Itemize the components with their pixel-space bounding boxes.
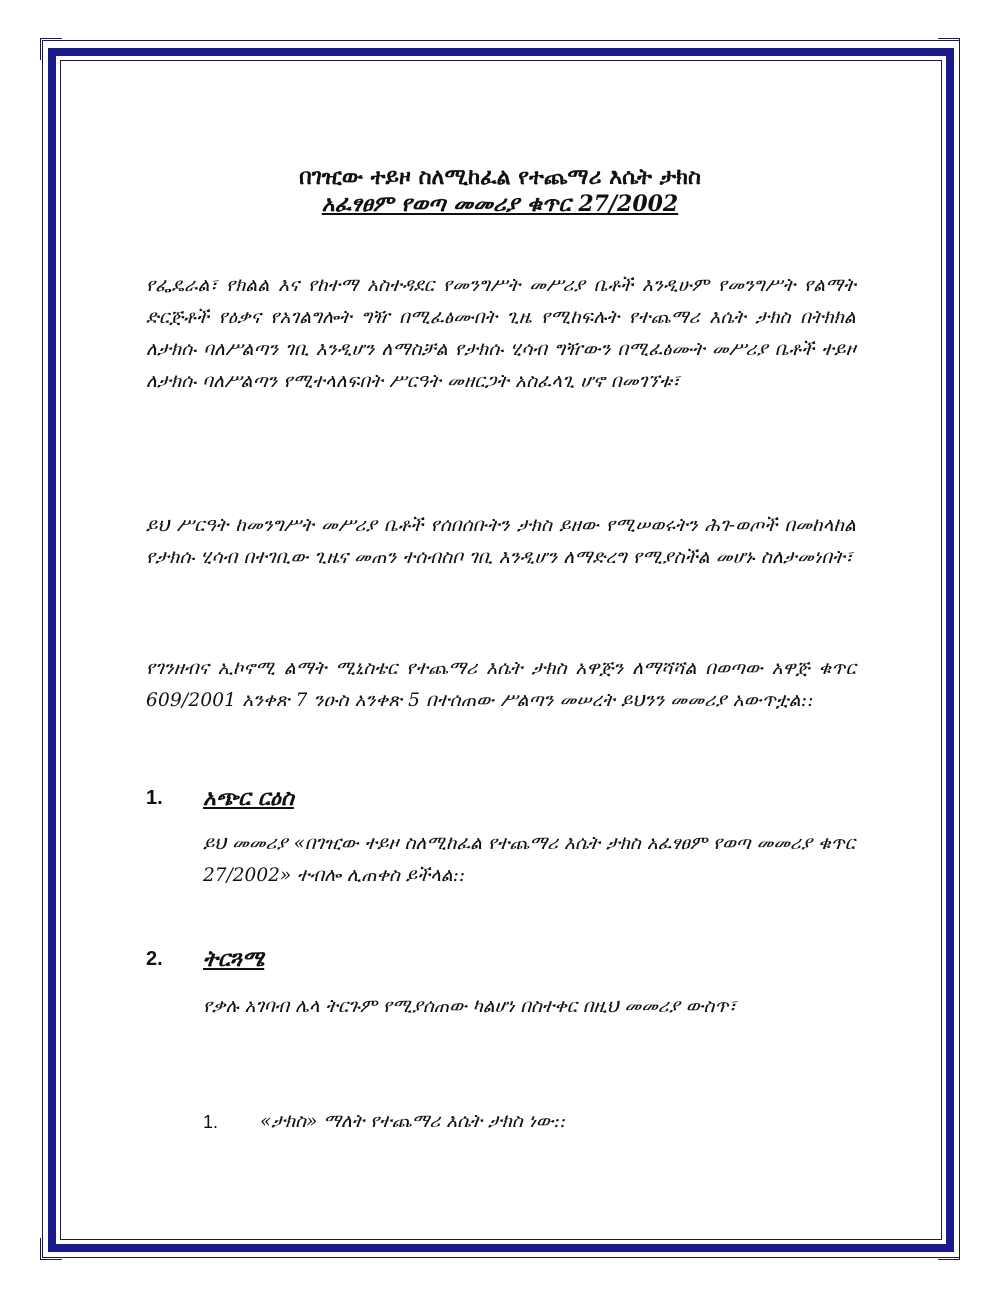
border-corner-bottom-right: [938, 1238, 960, 1260]
definition-item: [203, 1106, 855, 1138]
page-border-inner: [60, 60, 942, 1240]
section-heading-definitions: [146, 942, 846, 976]
section-title: ትርጓሜ: [203, 946, 265, 972]
preamble-paragraph: የገንዘብና ኢኮኖሚ ልማት ሚኒስቴር የተጨማሪ እሴት ታክስ አዋጅን ለማሻሻል በወጣው አዋጅ ቁጥር 609/2001 አንቀጽ 7 ንዑስ አንቀጽ 5 በተሰጠው ሥልጣን መሠረት ይህንን መመሪያ አውጥቷል::: [146, 658, 856, 711]
item-number: 1.: [203, 1112, 219, 1132]
preamble-paragraph: ይህ ሥርዓት ከመንግሥት መሥሪያ ቤቶች የሰበሰቡትን ታክስ ይዘው የሚሠወሩትን ሕገ-ወጦች በመከላከል የታክሱ ሂሳብ በተገቢው ጊዜና መጠን ተሰብስቦ ገቢ እንዲሆን ለማድረግ የሚያስችል መሆኑ ስለታመነበት፣: [146, 515, 856, 568]
section-text: ይህ መመሪያ «በገዢው ተይዞ ስለሚከፈል የተጨማሪ እሴት ታክስ አፈፃፀም የወጣ መመሪያ ቁጥር 27/2002» ተብሎ ሊጠቀስ ይችላል::: [203, 833, 855, 886]
border-corner-bottom-left: [40, 1238, 62, 1260]
document-subtitle: አፈፃፀም የወጣ መመሪያ ቁጥር 27/2002: [321, 191, 679, 217]
document-title: በገዢው ተይዞ ስለሚከፈል የተጨማሪ እሴት ታክስ: [299, 164, 701, 190]
section-number: 2.: [146, 948, 163, 970]
section-title: አጭር ርዕስ: [203, 785, 294, 811]
border-corner-top-left: [40, 38, 62, 60]
preamble-paragraph: የፌዴራል፣ የክልል እና የከተማ አስተዳደር የመንግሥት መሥሪያ ቤቶች እንዲሁም የመንግሥት የልማት ድርጅቶች የዕቃና የአገልግሎት ግዥ በሚፈፅሙበት ጊዜ የሚከፍሉት የተጨማሪ እሴት ታክስ በትክክል ለታክሱ ባለሥልጣን ገቢ እንዲሆን ለማስቻል የታክሱ ሂሳብ ግዥውን በሚፈፅሙት መሥሪያ ቤቶች ተይዞ ለታክሱ ባለሥልጣን የሚተላለፍበት ሥርዓት መዘርጋት አስፈላጊ ሆኖ በመገኘቱ፣: [146, 275, 856, 392]
item-text: «ታክስ» ማለት የተጨማሪ እሴት ታክስ ነው::: [260, 1111, 567, 1132]
section-number: 1.: [146, 787, 163, 809]
border-corner-top-right: [938, 38, 960, 60]
section-heading-short-title: [146, 781, 846, 815]
section-text: የቃሉ አገባብ ሌላ ትርጉም የሚያሰጠው ካልሆነ በስተቀር በዚህ መመሪያ ውስጥ፣: [203, 996, 737, 1017]
